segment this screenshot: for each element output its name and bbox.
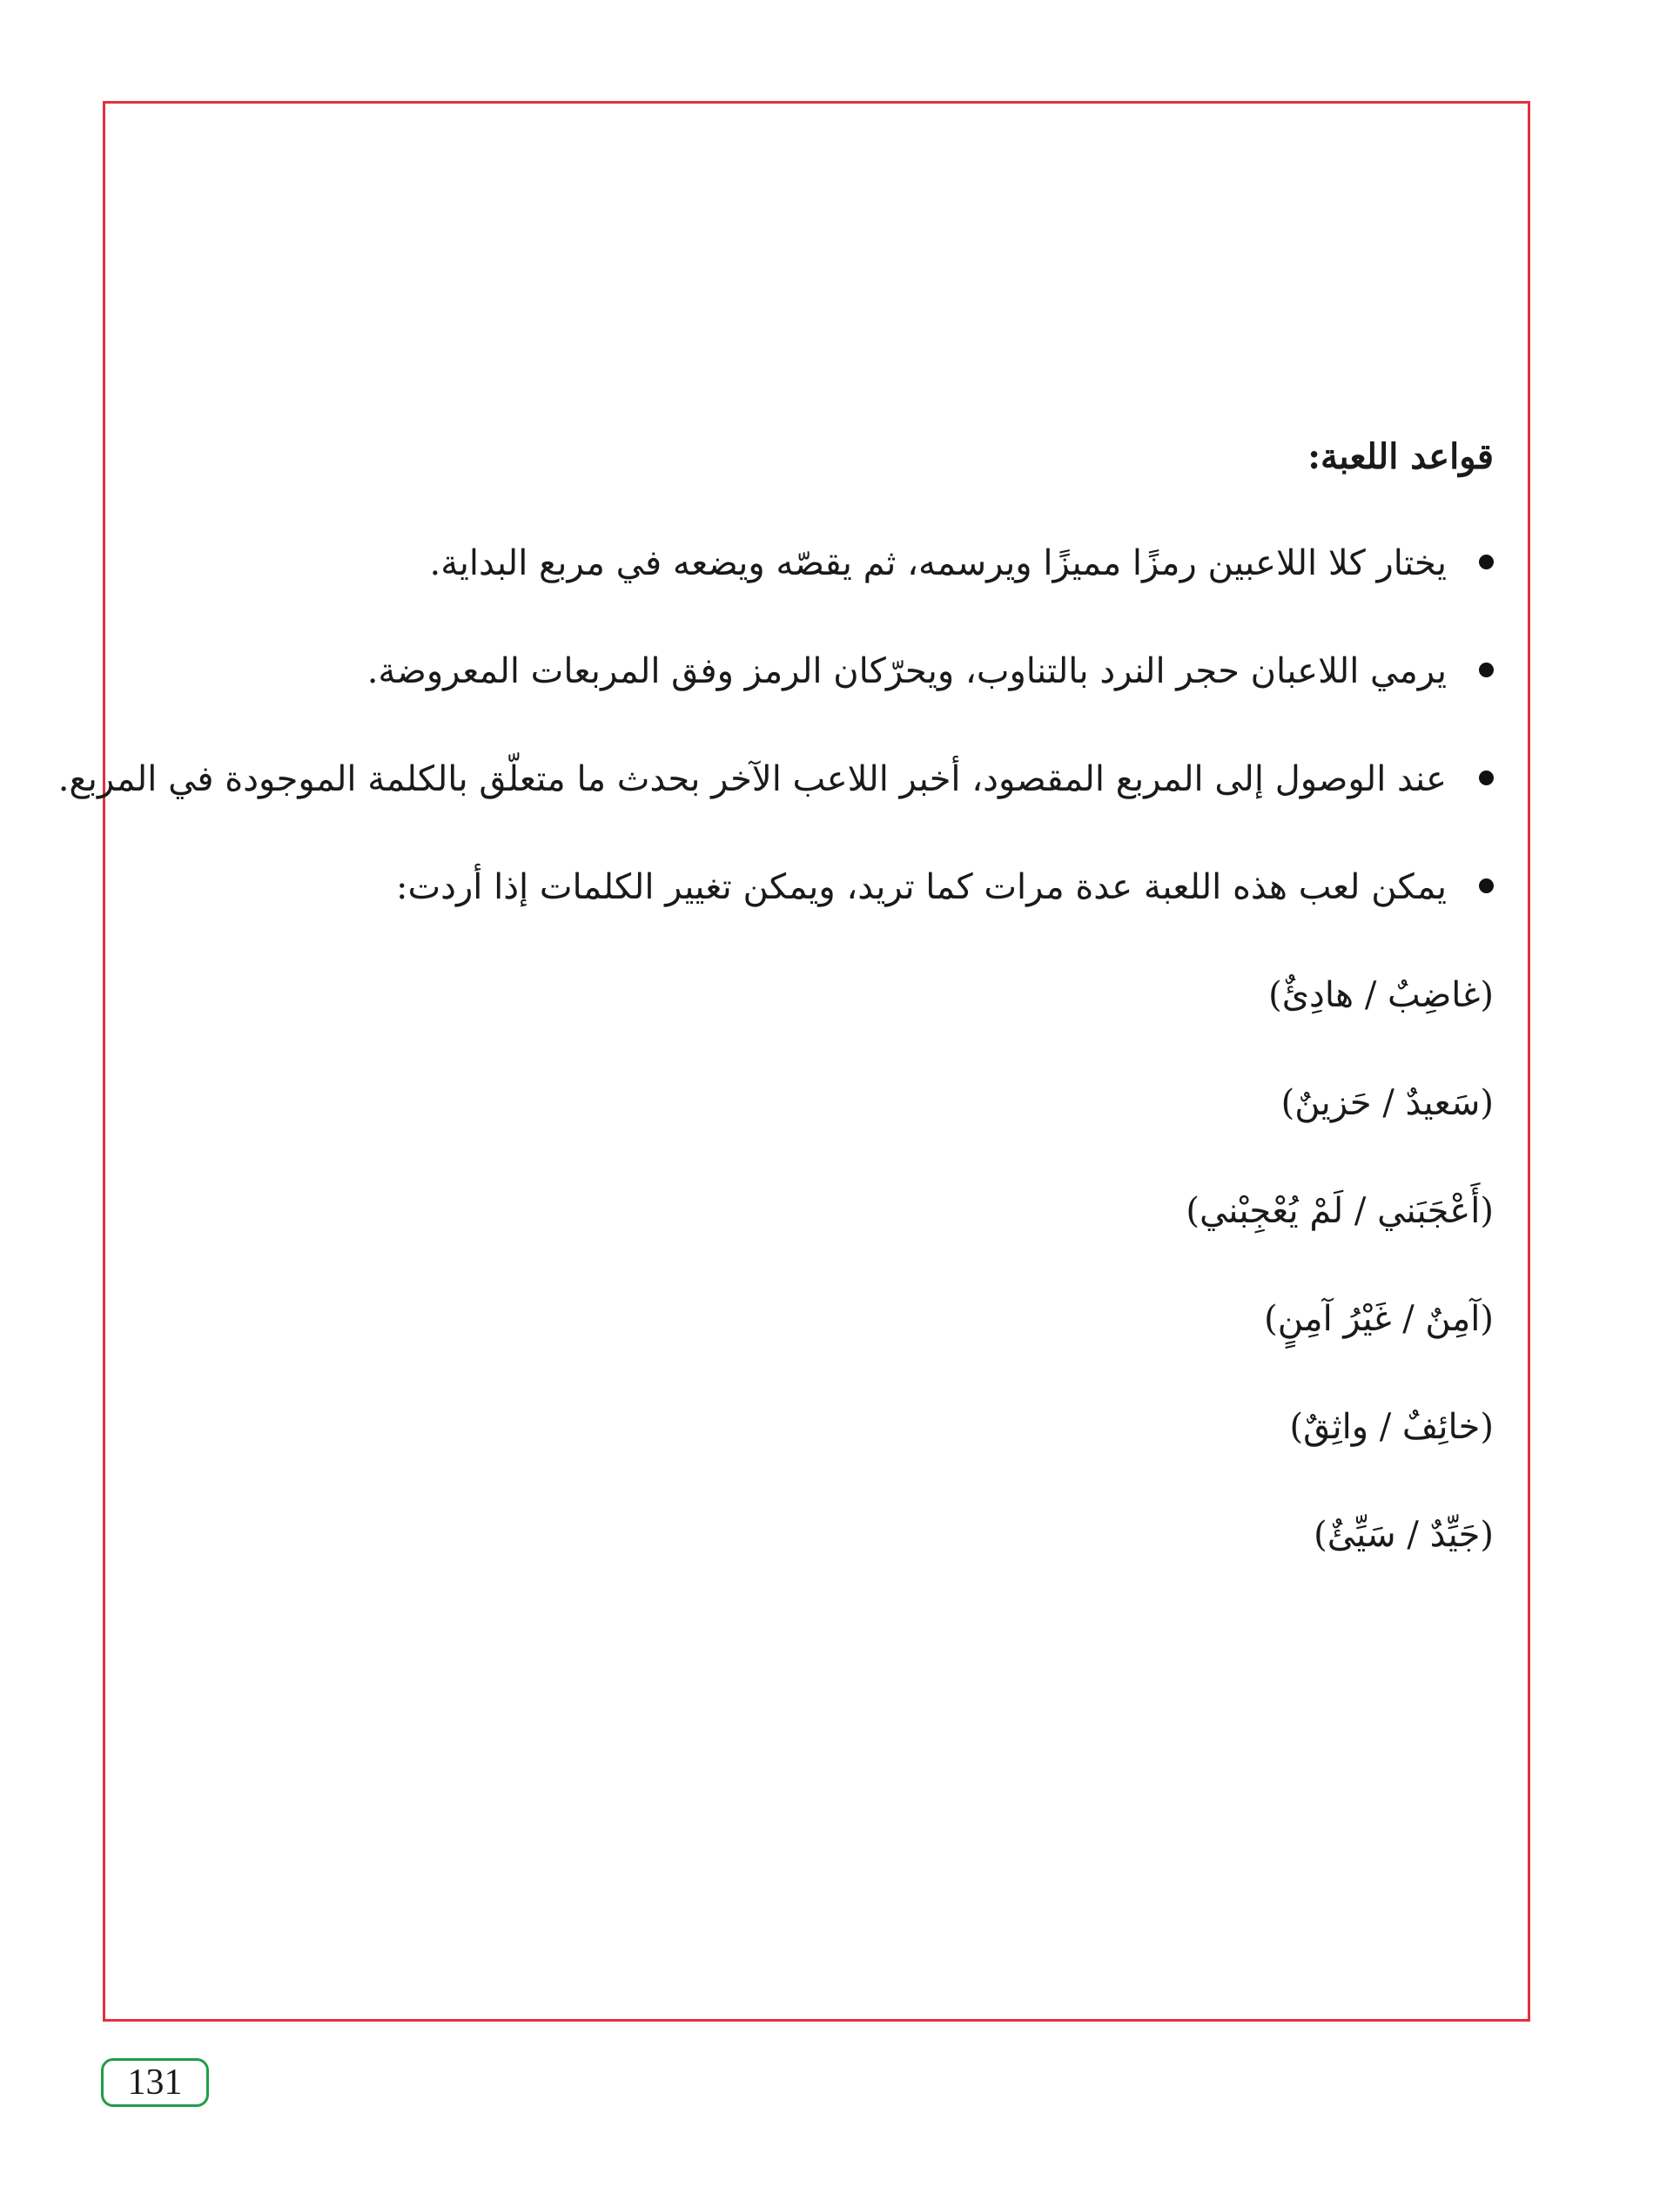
rules-list — [57, 533, 1494, 918]
bullet-icon — [1479, 771, 1494, 785]
page-number: 131 — [101, 2058, 209, 2107]
word-pair: (آمِنٌ / غَيْرُ آمِنٍ) — [1264, 1299, 1494, 1339]
word-pair: (سَعيدٌ / حَزينٌ) — [1280, 1083, 1494, 1123]
word-pair: (جَيِّدٌ / سَيِّئٌ) — [1314, 1515, 1494, 1555]
word-pair: (أَعْجَبَني / لَمْ يُعْجِبْني) — [1186, 1191, 1494, 1231]
rule-text: يمكن لعب هذه اللعبة عدة مرات كما تريد، ويمكن تغيير الكلمات إذا أردت: — [396, 867, 1447, 907]
rule-item — [118, 857, 1494, 918]
rule-item — [57, 749, 1494, 810]
game-rules-section — [57, 427, 1494, 1612]
rule-text: يرمي اللاعبان حجر النرد بالتناوب، ويحرّكان الرمز وفق المربعات المعروضة. — [366, 651, 1447, 691]
rule-text: يختار كلا اللاعبين رمزًا مميزًا ويرسمه، ثم يقصّه ويضعه في مربع البداية. — [429, 543, 1447, 583]
rule-item — [118, 533, 1494, 594]
word-pairs-list — [118, 965, 1494, 1565]
bullet-icon — [1479, 878, 1494, 893]
word-pair: (غاضِبٌ / هادِئٌ) — [1268, 975, 1494, 1015]
rule-text: عند الوصول إلى المربع المقصود، أخبر اللاعب الآخر بحدث ما متعلّق بالكلمة الموجودة في المربع. — [57, 759, 1447, 799]
rule-item — [118, 641, 1494, 702]
bullet-icon — [1479, 555, 1494, 569]
bullet-icon — [1479, 663, 1494, 677]
word-pair: (خائِفٌ / واثِقٌ) — [1289, 1407, 1494, 1447]
rules-heading: قواعد اللعبة: — [1307, 436, 1494, 477]
